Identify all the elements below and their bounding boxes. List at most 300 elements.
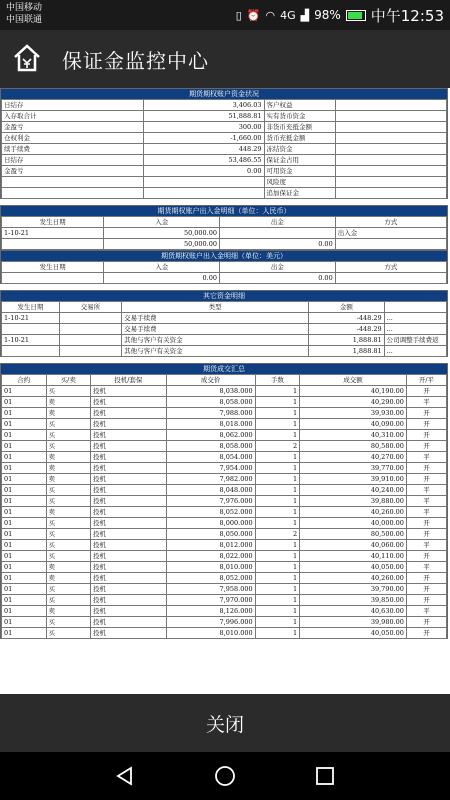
account-status-title: 期货期权账户资金状况 <box>1 89 447 99</box>
table-row <box>2 408 447 419</box>
account-status-section <box>0 88 448 199</box>
table-cell: 投机 <box>91 441 167 452</box>
table-cell: 01 <box>2 452 47 463</box>
column-header: 方式 <box>335 217 446 228</box>
table-cell: 开 <box>406 628 446 639</box>
table-cell: 卖 <box>46 573 91 584</box>
column-header: 入金 <box>104 262 220 273</box>
table-cell: 投机 <box>91 408 167 419</box>
table-cell: 8,022.000 <box>166 551 255 562</box>
table-row <box>2 573 447 584</box>
table-cell <box>220 228 336 239</box>
table-cell: 投机 <box>91 419 167 430</box>
table-cell <box>59 346 121 357</box>
table-cell: 1 <box>255 419 300 430</box>
table-cell: 1 <box>255 430 300 441</box>
table-cell: 买 <box>46 628 91 639</box>
table-cell: 1-10-21 <box>2 313 60 324</box>
close-button[interactable]: 关闭 <box>0 694 450 752</box>
table-row <box>2 617 447 628</box>
table-cell: 1 <box>255 463 300 474</box>
table-cell: 1-10-21 <box>2 228 104 239</box>
table-cell: 3,406.03 <box>144 100 264 111</box>
status-icons <box>236 6 444 24</box>
table-cell: 53,486.55 <box>144 155 264 166</box>
table-cell: 1,888.81 <box>309 346 385 357</box>
account-status-table <box>1 99 447 199</box>
table-cell: 投机 <box>91 573 167 584</box>
table-cell: 01 <box>2 518 47 529</box>
table-cell: 投机 <box>91 507 167 518</box>
column-header: 投机/套保 <box>91 375 167 386</box>
table-cell: 平 <box>406 540 446 551</box>
table-cell: 出入金 <box>335 228 446 239</box>
table-cell: 7,982.000 <box>166 474 255 485</box>
table-cell <box>335 166 446 177</box>
column-header: 发生日期 <box>2 262 104 273</box>
table-cell: 7,976.000 <box>166 496 255 507</box>
table-cell: 入存取合计 <box>2 111 144 122</box>
table-cell: 卖 <box>46 463 91 474</box>
table-cell: 01 <box>2 584 47 595</box>
table-cell: 40,270.00 <box>300 452 407 463</box>
table-cell: 39,770.00 <box>300 463 407 474</box>
table-row <box>2 324 447 335</box>
table-cell: 8,010.000 <box>166 562 255 573</box>
table-cell: 追加保证金 <box>264 188 335 199</box>
table-cell: 0.00 <box>220 239 336 250</box>
table-cell: 公司调整手续费返 <box>384 335 446 346</box>
table-row <box>2 273 447 284</box>
column-header: 手数 <box>255 375 300 386</box>
table-row <box>2 122 447 133</box>
table-cell: 1 <box>255 551 300 562</box>
table-cell: 客户权益 <box>264 100 335 111</box>
table-cell: 40,310.00 <box>300 430 407 441</box>
table-cell: 平 <box>406 606 446 617</box>
table-cell: 可用资金 <box>264 166 335 177</box>
table-cell: 40,090.00 <box>300 419 407 430</box>
usd-flow-table <box>1 261 447 284</box>
table-cell: 01 <box>2 507 47 518</box>
table-cell: 保证金占用 <box>264 155 335 166</box>
table-cell: 冻结资金 <box>264 144 335 155</box>
table-cell: 开 <box>406 419 446 430</box>
table-cell: 01 <box>2 606 47 617</box>
table-cell: 仓权利金 <box>2 133 144 144</box>
table-cell: 1 <box>255 573 300 584</box>
recents-icon[interactable] <box>313 764 337 788</box>
table-row <box>2 313 447 324</box>
table-cell: 买 <box>46 386 91 397</box>
column-header: 成交额 <box>300 375 407 386</box>
table-cell: 01 <box>2 463 47 474</box>
table-cell <box>335 111 446 122</box>
rmb-flow-table <box>1 216 447 250</box>
table-cell <box>144 188 264 199</box>
table-cell: 01 <box>2 529 47 540</box>
status-bar <box>0 0 450 30</box>
table-cell: 投机 <box>91 562 167 573</box>
table-cell: 买 <box>46 441 91 452</box>
report-content[interactable] <box>0 88 450 694</box>
home-circle-icon[interactable] <box>213 764 237 788</box>
table-cell: 平 <box>406 562 446 573</box>
table-cell: 实有货币资金 <box>264 111 335 122</box>
alarm-icon: ⏰ <box>246 8 261 22</box>
table-cell <box>335 239 446 250</box>
table-cell: 投机 <box>91 628 167 639</box>
table-cell: 投机 <box>91 485 167 496</box>
table-cell: 金盈亏 <box>2 166 144 177</box>
table-cell: 01 <box>2 595 47 606</box>
table-row <box>2 177 447 188</box>
table-cell: 开 <box>406 463 446 474</box>
table-cell: 8,012.000 <box>166 540 255 551</box>
table-cell: 39,980.00 <box>300 617 407 628</box>
table-cell: 01 <box>2 617 47 628</box>
table-cell <box>335 188 446 199</box>
table-cell: 01 <box>2 551 47 562</box>
table-cell: 开 <box>406 430 446 441</box>
table-cell: 40,000.00 <box>300 518 407 529</box>
table-row <box>2 584 447 595</box>
table-cell: 买 <box>46 419 91 430</box>
column-header <box>384 302 446 313</box>
table-cell: 投机 <box>91 595 167 606</box>
column-header: 发生日期 <box>2 302 60 313</box>
table-cell: 开 <box>406 617 446 628</box>
table-row <box>2 133 447 144</box>
table-cell: 40,110.00 <box>300 551 407 562</box>
table-cell: 01 <box>2 430 47 441</box>
table-row <box>2 452 447 463</box>
table-cell: 7,988.000 <box>166 408 255 419</box>
column-header: 开/平 <box>406 375 446 386</box>
table-cell: 1,888.81 <box>309 335 385 346</box>
table-row <box>2 485 447 496</box>
column-header: 发生日期 <box>2 217 104 228</box>
table-cell: 7,958.000 <box>166 584 255 595</box>
table-cell: 1 <box>255 606 300 617</box>
column-header: 买/卖 <box>46 375 91 386</box>
table-cell: 其他与客户有关资金 <box>122 346 309 357</box>
table-cell: 01 <box>2 628 47 639</box>
column-header: 入金 <box>104 217 220 228</box>
table-cell: 1 <box>255 562 300 573</box>
table-row <box>2 188 447 199</box>
table-cell: 0.00 <box>104 273 220 284</box>
table-cell <box>59 324 121 335</box>
table-cell: 40,190.00 <box>300 386 407 397</box>
table-cell: 40,630.00 <box>300 606 407 617</box>
table-cell: 开 <box>406 408 446 419</box>
table-cell: 交易手续费 <box>122 313 309 324</box>
trades-table <box>1 374 447 639</box>
table-cell: 40,290.00 <box>300 397 407 408</box>
table-cell: 投机 <box>91 397 167 408</box>
table-cell: 40,240.00 <box>300 485 407 496</box>
table-cell: -1,660.00 <box>144 133 264 144</box>
table-cell: 投机 <box>91 584 167 595</box>
table-cell: 8,126.000 <box>166 606 255 617</box>
table-cell: 投机 <box>91 551 167 562</box>
trades-section <box>0 363 448 639</box>
table-cell: 1 <box>255 397 300 408</box>
table-cell: 买 <box>46 551 91 562</box>
network-type: 4G <box>280 8 296 22</box>
table-cell: 80,500.00 <box>300 529 407 540</box>
table-cell: 8,018.000 <box>166 419 255 430</box>
table-header-row <box>2 217 447 228</box>
rmb-flow-section <box>0 205 448 250</box>
table-cell: 非货币充抵金额 <box>264 122 335 133</box>
table-cell: 7,954.000 <box>166 463 255 474</box>
table-cell: -448.29 <box>309 324 385 335</box>
table-cell: 货币充抵金额 <box>264 133 335 144</box>
table-cell: 风险度 <box>264 177 335 188</box>
table-cell: 01 <box>2 441 47 452</box>
table-cell: 300.00 <box>144 122 264 133</box>
table-cell: 开 <box>406 386 446 397</box>
column-header: 成交价 <box>166 375 255 386</box>
back-icon[interactable] <box>113 764 137 788</box>
table-cell: 01 <box>2 562 47 573</box>
table-cell <box>335 177 446 188</box>
table-cell <box>335 133 446 144</box>
table-cell <box>144 177 264 188</box>
table-cell: 01 <box>2 496 47 507</box>
column-header: 出金 <box>220 217 336 228</box>
table-cell: 1 <box>255 584 300 595</box>
table-cell: 1 <box>255 474 300 485</box>
table-cell: -448.29 <box>309 313 385 324</box>
carrier-1: 中国移动 <box>6 3 43 13</box>
table-cell: 开 <box>406 529 446 540</box>
column-header: 交易所 <box>59 302 121 313</box>
table-cell: 448.29 <box>144 144 264 155</box>
table-header-row <box>2 302 447 313</box>
system-nav-bar <box>0 752 450 800</box>
home-icon[interactable] <box>12 43 42 73</box>
other-funds-table <box>1 301 447 357</box>
table-cell: 8,058.000 <box>166 441 255 452</box>
table-row <box>2 397 447 408</box>
table-row <box>2 529 447 540</box>
table-cell: 01 <box>2 386 47 397</box>
table-row <box>2 507 447 518</box>
wifi-icon: ◠ <box>265 8 276 22</box>
table-row <box>2 335 447 346</box>
table-cell: 8,000.000 <box>166 518 255 529</box>
table-cell: 0.00 <box>144 166 264 177</box>
rmb-flow-title: 期货期权账户出入金明细（单位：人民币） <box>1 206 447 216</box>
table-cell: 买 <box>46 595 91 606</box>
table-cell: 投机 <box>91 430 167 441</box>
table-cell <box>2 177 144 188</box>
table-cell: 卖 <box>46 452 91 463</box>
table-cell: 40,060.00 <box>300 540 407 551</box>
carrier-2: 中国联通 <box>6 15 43 25</box>
table-cell: 投机 <box>91 474 167 485</box>
battery-icon <box>346 10 366 21</box>
table-cell: 日结存 <box>2 155 144 166</box>
table-cell <box>2 324 60 335</box>
table-row <box>2 562 447 573</box>
table-cell: 开 <box>406 573 446 584</box>
table-row <box>2 518 447 529</box>
table-row <box>2 474 447 485</box>
table-cell: 2 <box>255 441 300 452</box>
page-title: 保证金监控中心 <box>62 49 209 73</box>
table-cell: 50,000.00 <box>104 228 220 239</box>
battery-percent: 98% <box>314 8 341 22</box>
table-cell: 40,050.00 <box>300 562 407 573</box>
table-cell: 投机 <box>91 518 167 529</box>
table-cell: 买 <box>46 430 91 441</box>
table-cell: 平 <box>406 507 446 518</box>
other-funds-title: 其它资金明细 <box>1 291 447 301</box>
table-cell: 2 <box>255 529 300 540</box>
table-cell: ... <box>384 346 446 357</box>
table-cell: 买 <box>46 540 91 551</box>
table-cell: 1 <box>255 540 300 551</box>
table-cell: 开 <box>406 551 446 562</box>
table-cell <box>335 122 446 133</box>
signal-icon: ▟ <box>300 8 310 22</box>
table-cell: 其他与客户有关资金 <box>122 335 309 346</box>
table-cell: 1-10-21 <box>2 335 60 346</box>
table-cell: 01 <box>2 397 47 408</box>
table-cell: 投机 <box>91 540 167 551</box>
table-cell: 卖 <box>46 397 91 408</box>
table-cell: 01 <box>2 573 47 584</box>
table-row <box>2 551 447 562</box>
table-cell: 投机 <box>91 452 167 463</box>
table-cell: 39,790.00 <box>300 584 407 595</box>
table-cell: 1 <box>255 595 300 606</box>
table-row <box>2 463 447 474</box>
table-row <box>2 100 447 111</box>
table-cell: 1 <box>255 628 300 639</box>
usd-flow-section <box>0 250 448 284</box>
table-row <box>2 239 447 250</box>
bottom-bar <box>0 694 450 752</box>
column-header: 方式 <box>335 262 446 273</box>
table-cell <box>2 346 60 357</box>
table-row <box>2 346 447 357</box>
table-cell: 买 <box>46 496 91 507</box>
table-cell: 50,000.00 <box>104 239 220 250</box>
vibrate-icon: ▯ <box>235 8 242 22</box>
table-cell <box>335 155 446 166</box>
table-header-row <box>2 262 447 273</box>
table-cell: 8,062.000 <box>166 430 255 441</box>
table-row <box>2 595 447 606</box>
table-cell <box>335 100 446 111</box>
table-cell <box>2 188 144 199</box>
table-cell: 1 <box>255 386 300 397</box>
table-cell: 1 <box>255 518 300 529</box>
table-cell: 01 <box>2 485 47 496</box>
table-row <box>2 144 447 155</box>
table-cell: 卖 <box>46 408 91 419</box>
table-cell: 投机 <box>91 606 167 617</box>
table-cell: 投机 <box>91 386 167 397</box>
table-cell: 开 <box>406 584 446 595</box>
table-cell: 1 <box>255 452 300 463</box>
table-cell: 1 <box>255 485 300 496</box>
trades-title: 期货成交汇总 <box>1 364 447 374</box>
table-cell: 投机 <box>91 617 167 628</box>
clock: 中午12:53 <box>370 6 444 25</box>
table-cell: 卖 <box>46 507 91 518</box>
table-cell: 卖 <box>46 606 91 617</box>
table-cell: 卖 <box>46 474 91 485</box>
table-cell: 8,048.000 <box>166 485 255 496</box>
table-cell: 投机 <box>91 496 167 507</box>
table-cell <box>2 273 104 284</box>
table-cell <box>2 239 104 250</box>
table-cell: 平 <box>406 496 446 507</box>
table-header-row <box>2 375 447 386</box>
table-row <box>2 606 447 617</box>
table-row <box>2 628 447 639</box>
table-cell: 8,038.000 <box>166 386 255 397</box>
table-cell: 7,996.000 <box>166 617 255 628</box>
other-funds-section <box>0 290 448 357</box>
column-header: 出金 <box>220 262 336 273</box>
table-row <box>2 540 447 551</box>
table-cell: 平 <box>406 485 446 496</box>
table-cell <box>335 144 446 155</box>
table-cell: 8,052.000 <box>166 507 255 518</box>
table-cell: 续手续费 <box>2 144 144 155</box>
column-header: 金额 <box>309 302 385 313</box>
column-header: 合约 <box>2 375 47 386</box>
table-cell: 40,260.00 <box>300 573 407 584</box>
table-cell: 8,052.000 <box>166 573 255 584</box>
table-cell: 80,580.00 <box>300 441 407 452</box>
table-cell: 交易手续费 <box>122 324 309 335</box>
table-cell: 01 <box>2 540 47 551</box>
table-cell: ... <box>384 324 446 335</box>
table-cell: 51,888.81 <box>144 111 264 122</box>
table-row <box>2 111 447 122</box>
table-row <box>2 496 447 507</box>
table-row <box>2 419 447 430</box>
table-cell: 1 <box>255 408 300 419</box>
table-cell: 1 <box>255 617 300 628</box>
table-row <box>2 166 447 177</box>
table-cell: 0.00 <box>220 273 336 284</box>
table-cell: 40,260.00 <box>300 507 407 518</box>
table-cell: 8,058.000 <box>166 397 255 408</box>
table-cell: 买 <box>46 529 91 540</box>
table-row <box>2 386 447 397</box>
table-cell <box>59 335 121 346</box>
table-cell: 平 <box>406 397 446 408</box>
table-cell: 金盈亏 <box>2 122 144 133</box>
table-cell: 卖 <box>46 562 91 573</box>
table-cell: 开 <box>406 518 446 529</box>
table-cell: 8,054.000 <box>166 452 255 463</box>
table-cell <box>59 313 121 324</box>
table-cell: 39,910.00 <box>300 474 407 485</box>
table-cell: 开 <box>406 441 446 452</box>
table-cell: 买 <box>46 518 91 529</box>
table-cell: 01 <box>2 419 47 430</box>
